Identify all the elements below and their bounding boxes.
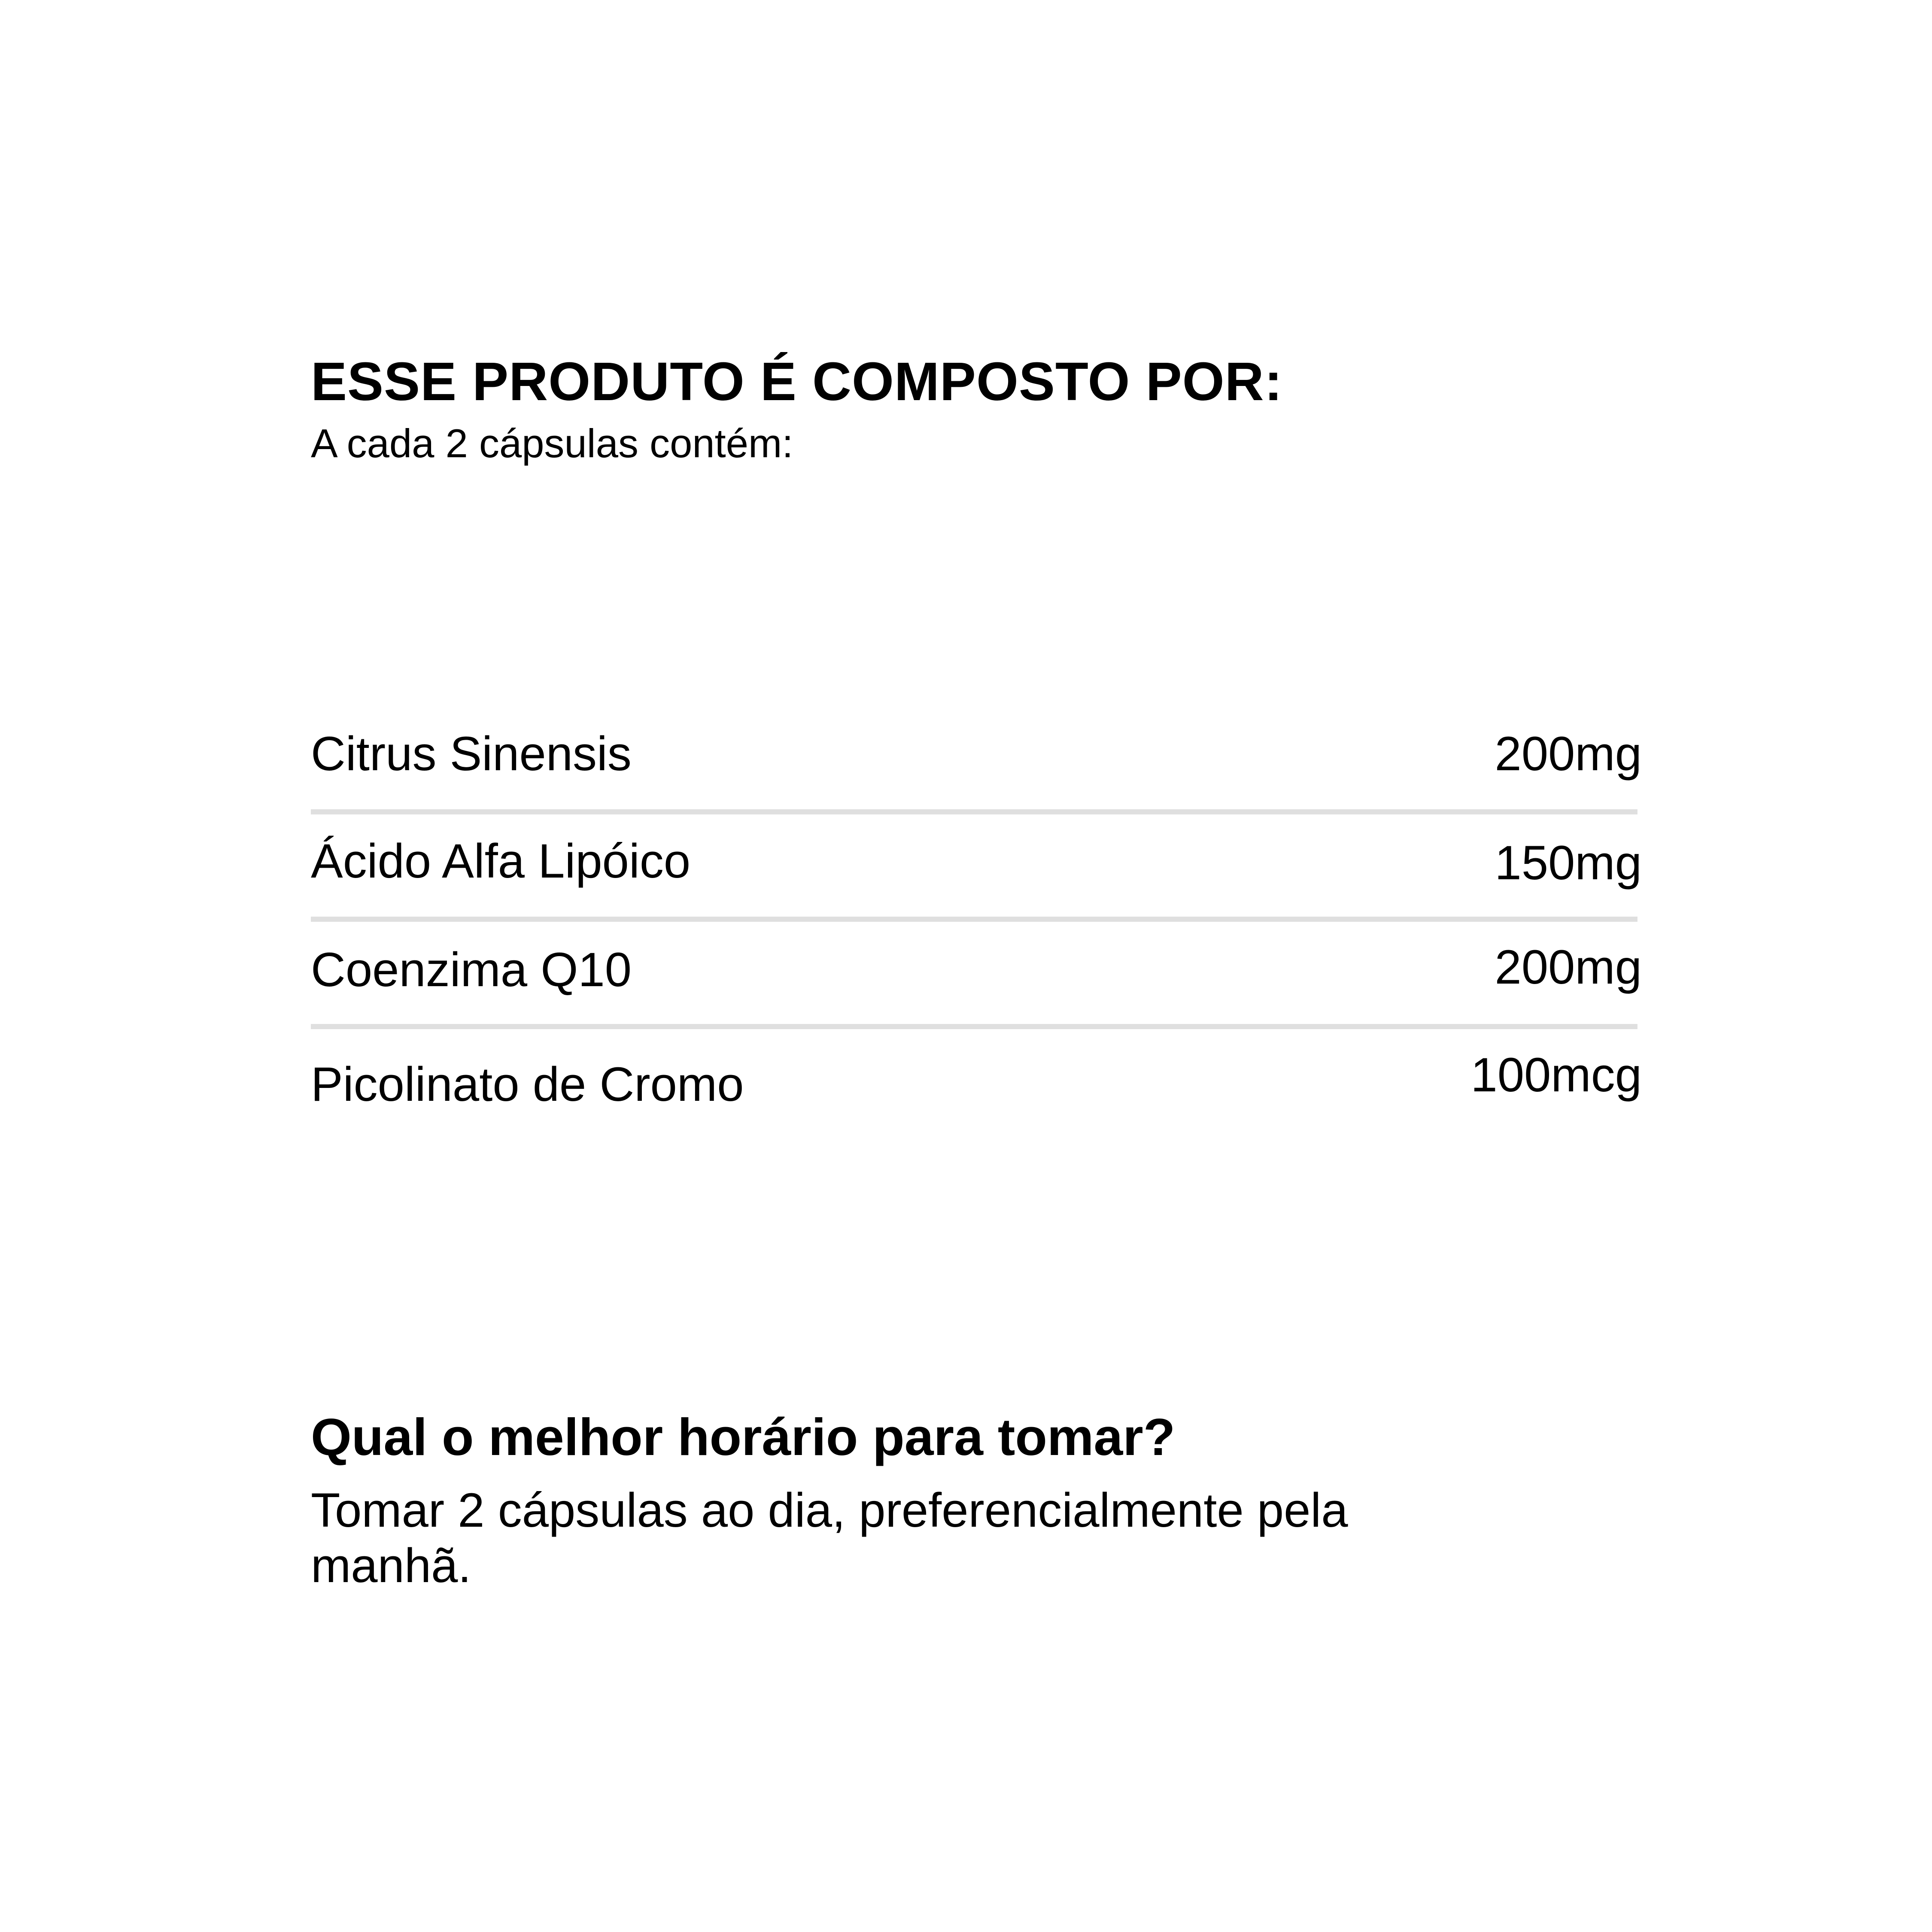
composition-subtitle: A cada 2 cápsulas contém: <box>311 420 793 466</box>
ingredient-name: Ácido Alfa Lipóico <box>311 834 691 888</box>
ingredient-amount: 200mg <box>1495 940 1642 994</box>
ingredient-amount: 200mg <box>1495 727 1642 781</box>
ingredient-row-coenzima-q10 <box>311 940 1642 1032</box>
row-divider <box>311 1024 1637 1029</box>
row-divider <box>311 917 1637 922</box>
ingredient-amount: 150mg <box>1495 836 1642 890</box>
ingredient-amount: 100mcg <box>1470 1048 1642 1102</box>
row-divider <box>311 809 1637 814</box>
ingredient-name: Picolinato de Cromo <box>311 1057 744 1111</box>
ingredient-name: Coenzima Q10 <box>311 943 632 996</box>
composition-section <box>311 352 1642 468</box>
composition-title: ESSE PRODUTO É COMPOSTO POR: <box>311 351 1283 412</box>
ingredient-row-acido-alfa-lipoico <box>311 834 1642 923</box>
usage-question: Qual o melhor horário para tomar? <box>311 1408 1176 1466</box>
ingredient-row-picolinato-de-cromo <box>311 1048 1642 1146</box>
usage-answer: Tomar 2 cápsulas ao dia, preferencialmente pela manhã. <box>311 1483 1348 1592</box>
ingredient-name: Citrus Sinensis <box>311 727 632 781</box>
ingredient-row-citrus-sinensis <box>311 727 1642 816</box>
usage-section <box>311 1408 1642 1594</box>
